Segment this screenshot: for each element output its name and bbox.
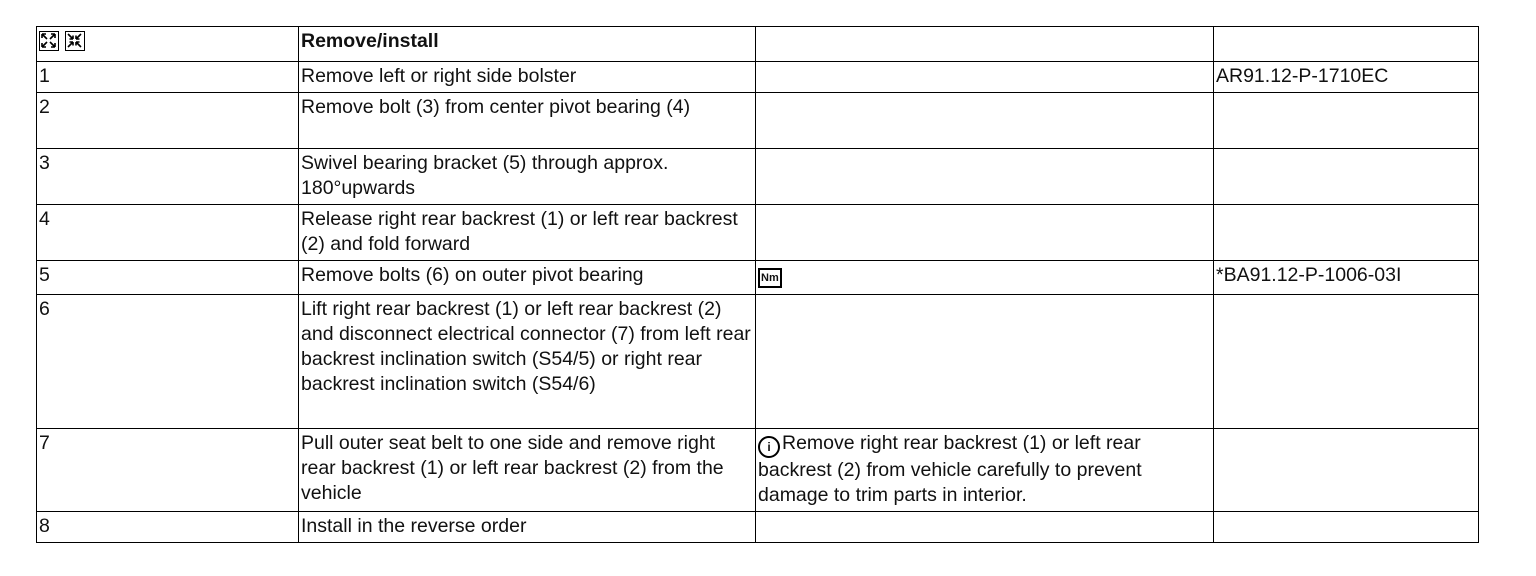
step-text: Install in the reverse order: [299, 512, 756, 543]
table-row: [37, 261, 1479, 295]
step-number: 2: [37, 93, 299, 149]
collapse-arrows-icon[interactable]: [65, 31, 85, 51]
step-text: Remove left or right side bolster: [299, 62, 756, 93]
step-number: 4: [37, 205, 299, 261]
header-row: [37, 27, 1479, 62]
step-note: [756, 295, 1214, 429]
step-reference-link[interactable]: *BA91.12-P-1006-03I: [1214, 261, 1479, 295]
table-row: [37, 93, 1479, 149]
step-reference: [1214, 295, 1479, 429]
table-row: [37, 62, 1479, 93]
step-note: [756, 62, 1214, 93]
header-title: Remove/install: [299, 27, 756, 62]
header-icons-cell: [37, 27, 299, 62]
table-row: [37, 295, 1479, 429]
table-row: [37, 512, 1479, 543]
step-text: Remove bolts (6) on outer pivot bearing: [299, 261, 756, 295]
step-note: [756, 512, 1214, 543]
expand-arrows-icon[interactable]: [39, 31, 59, 51]
step-reference: [1214, 205, 1479, 261]
step-number: 3: [37, 149, 299, 205]
step-reference: [1214, 93, 1479, 149]
step-text: Pull outer seat belt to one side and remove right rear backrest (1) or left rear backrest (2) from the vehicle: [299, 429, 756, 512]
step-number: 5: [37, 261, 299, 295]
table-row: [37, 149, 1479, 205]
nm-torque-icon[interactable]: Nm: [758, 268, 782, 288]
step-number: 8: [37, 512, 299, 543]
step-reference-link[interactable]: AR91.12-P-1710EC: [1214, 62, 1479, 93]
step-text: Lift right rear backrest (1) or left rear backrest (2) and disconnect electrical connector (7) from left rear backrest inclination switch (S54/5) or right rear backrest inclination switch (S54/6): [299, 295, 756, 429]
table-row: [37, 429, 1479, 512]
step-reference: [1214, 512, 1479, 543]
header-note-cell: [756, 27, 1214, 62]
step-reference: [1214, 429, 1479, 512]
step-number: 1: [37, 62, 299, 93]
step-note: [756, 429, 1214, 512]
step-note: [756, 205, 1214, 261]
step-reference: [1214, 149, 1479, 205]
step-text: Release right rear backrest (1) or left rear backrest (2) and fold forward: [299, 205, 756, 261]
step-note: [756, 261, 1214, 295]
step-number: 7: [37, 429, 299, 512]
table-row: [37, 205, 1479, 261]
header-ref-cell: [1214, 27, 1479, 62]
step-note: [756, 149, 1214, 205]
procedure-table: [36, 26, 1479, 543]
note-text: Remove right rear backrest (1) or left rear backrest (2) from vehicle carefully to prevent damage to trim parts in interior.: [758, 432, 1142, 506]
step-number: 6: [37, 295, 299, 429]
step-text: Remove bolt (3) from center pivot bearing (4): [299, 93, 756, 149]
step-note: [756, 93, 1214, 149]
step-text: Swivel bearing bracket (5) through approx. 180°upwards: [299, 149, 756, 205]
note-info-icon: i: [758, 436, 780, 458]
